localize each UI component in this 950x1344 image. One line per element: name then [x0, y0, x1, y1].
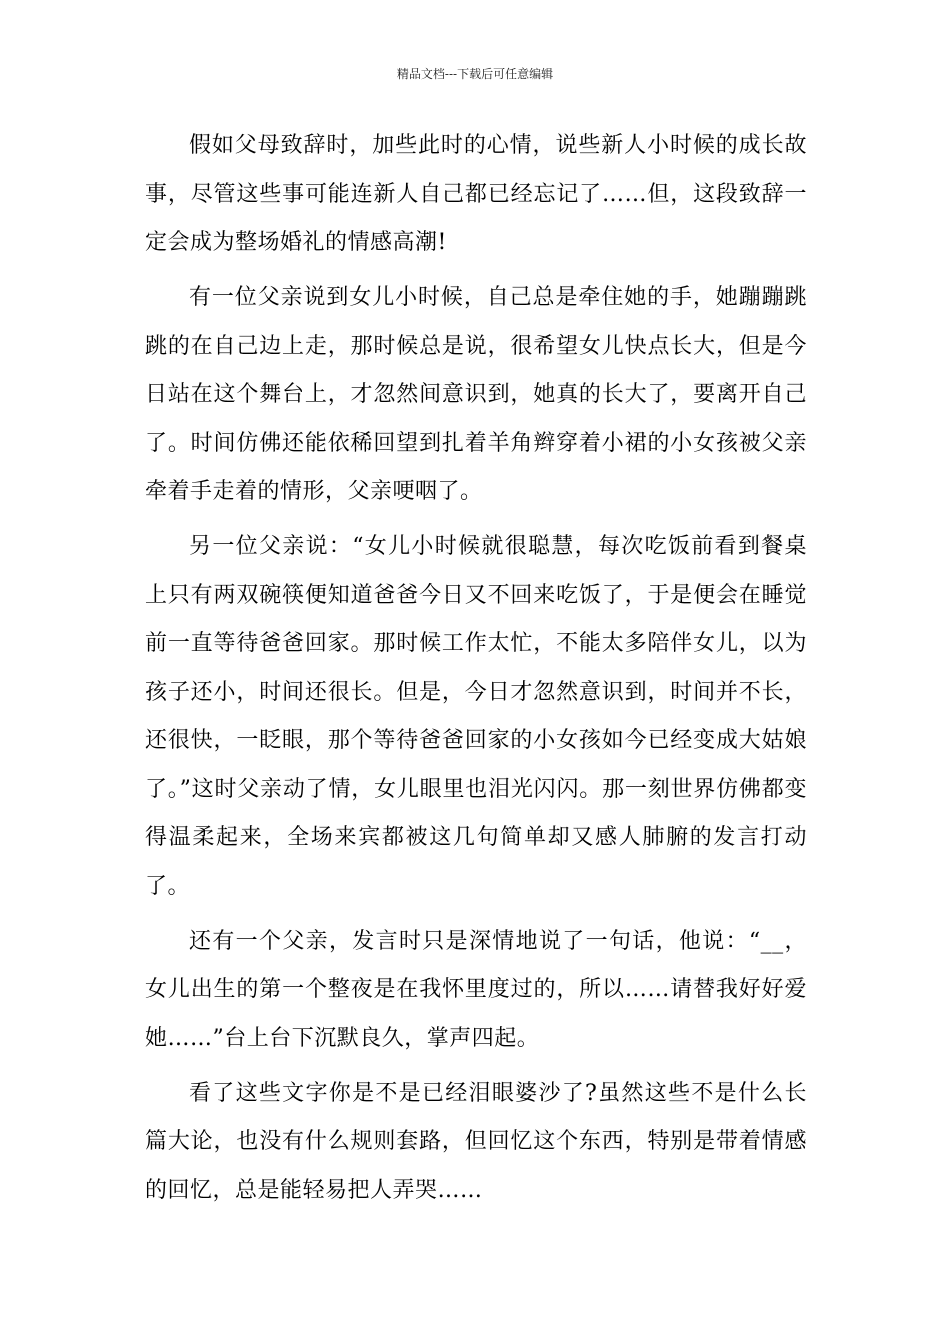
paragraph-1: 假如父母致辞时，加些此时的心情，说些新人小时候的成长故事，尽管这些事可能连新人自己都已经忘记了……但，这段致辞一定会成为整场婚礼的情感高潮!	[145, 133, 807, 255]
paragraph-2: 有一位父亲说到女儿小时候，自己总是牵住她的手，她蹦蹦跳跳的在自己边上走，那时候总是说，很希望女儿快点长大，但是今日站在这个舞台上，才忽然间意识到，她真的长大了，要离开自己了。时间仿佛还能依稀回望到扎着羊角辫穿着小裙的小女孩被父亲牵着手走着的情形，父亲哽咽了。	[145, 285, 807, 504]
document-body	[145, 122, 807, 1215]
paragraph-4: 还有一个父亲，发言时只是深情地说了一句话，他说：“__，女儿出生的第一个整夜是在我怀里度过的，所以……请替我好好爱她……”台上台下沉默良久，掌声四起。	[145, 928, 807, 1051]
paragraph-5: 看了这些文字你是不是已经泪眼婆沙了?虽然这些不是什么长篇大论，也没有什么规则套路，但回忆这个东西，特别是带着情感的回忆，总是能轻易把人弄哭……	[145, 1080, 807, 1203]
paragraph-3: 另一位父亲说：“女儿小时候就很聪慧，每次吃饭前看到餐桌上只有两双碗筷便知道爸爸今日又不回来吃饭了，于是便会在睡觉前一直等待爸爸回家。那时候工作太忙，不能太多陪伴女儿，以为孩子还小，时间还很长。但是，今日才忽然意识到，时间并不长，还很快，一眨眼，那个等待爸爸回家的小女孩如今已经变成大姑娘了。”这时父亲动了情，女儿眼里也泪光闪闪。那一刻世界仿佛都变得温柔起来，全场来宾都被这几句简单却又感人肺腑的发言打动了。	[145, 534, 807, 899]
page-header: 精品文档---下载后可任意编辑	[396, 67, 554, 81]
